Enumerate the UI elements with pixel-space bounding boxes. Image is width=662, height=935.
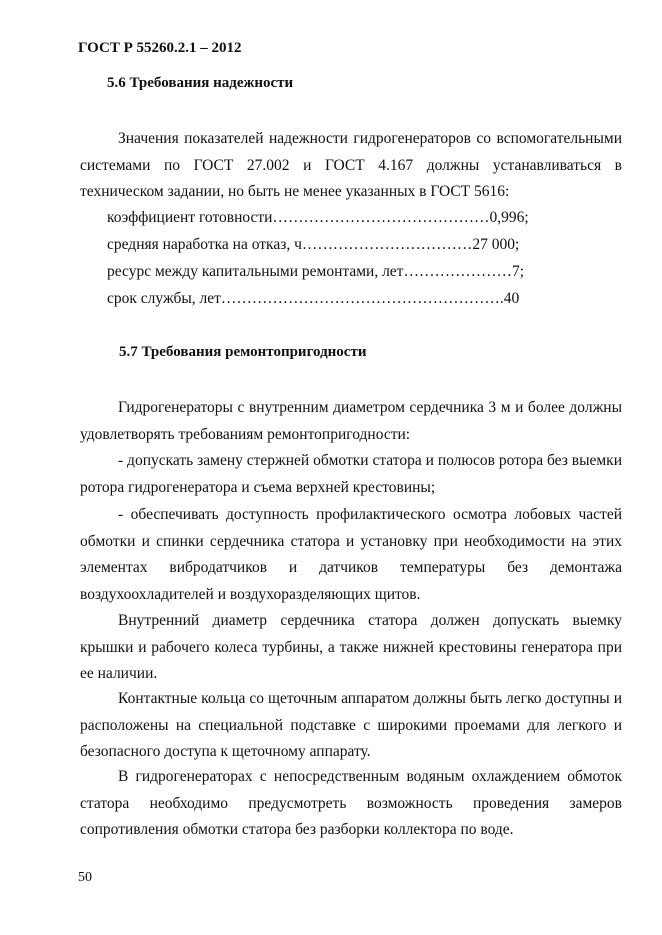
reliability-item-service-life: срок службы, лет……………………………………………….40: [107, 290, 520, 307]
page-number: 50: [78, 870, 92, 885]
paragraph-inspection-access: - обеспечивать доступность профилактического осмотра лобовых частей обмотки и спинки сердечника статора и установку при необходимости на этих элементах вибродатчиков и датчиков температуры без демонтажа воздухоохладителей и воздухоразделяющих щитов.: [80, 506, 622, 603]
section-heading-5-7: 5.7 Требования ремонтопригодности: [119, 344, 367, 360]
paragraph-reliability-intro: Значения показателей надежности гидрогенераторов со вспомогательными системами по ГОСТ 27.002 и ГОСТ 4.167 должны устанавливаться в техническом задании, но быть не менее указанных в ГОСТ 5616:: [80, 130, 622, 201]
document-header: ГОСТ Р 55260.2.1 – 2012: [78, 40, 242, 56]
paragraph-water-cooling: В гидрогенераторах с непосредственным водяным охлаждением обмоток статора необходимо предусмотреть возможность проведения замеров сопротивления обмотки статора без разборки коллектора по воде.: [80, 768, 622, 839]
paragraph-stator-bore-diameter: Внутренний диаметр сердечника статора должен допускать выемку крышки и рабочего колеса турбины, а также нижней крестовины генератора при ее наличии.: [80, 612, 622, 683]
section-heading-5-6: 5.6 Требования надежности: [107, 75, 294, 91]
paragraph-slip-rings: Контактные кольца со щеточным аппаратом должны быть легко доступны и расположены на специальной подставке с широкими проемами для легкого и безопасного доступа к щеточному аппарату.: [80, 690, 622, 761]
paragraph-maintainability-intro: Гидрогенераторы с внутренним диаметром сердечника 3 м и более должны удовлетворять требованиям ремонтопригодности:: [80, 399, 622, 443]
reliability-item-mtbf: средняя наработка на отказ, ч……………………………27 000;: [107, 236, 520, 253]
reliability-item-availability: коэффициент готовности……………………………………0,996;: [107, 209, 529, 226]
reliability-item-overhaul-resource: ресурс между капитальными ремонтами, лет…………………7;: [107, 263, 525, 280]
paragraph-stator-bar-replacement: - допускать замену стержней обмотки статора и полюсов ротора без выемки ротора гидрогенератора и съема верхней крестовины;: [80, 452, 622, 496]
